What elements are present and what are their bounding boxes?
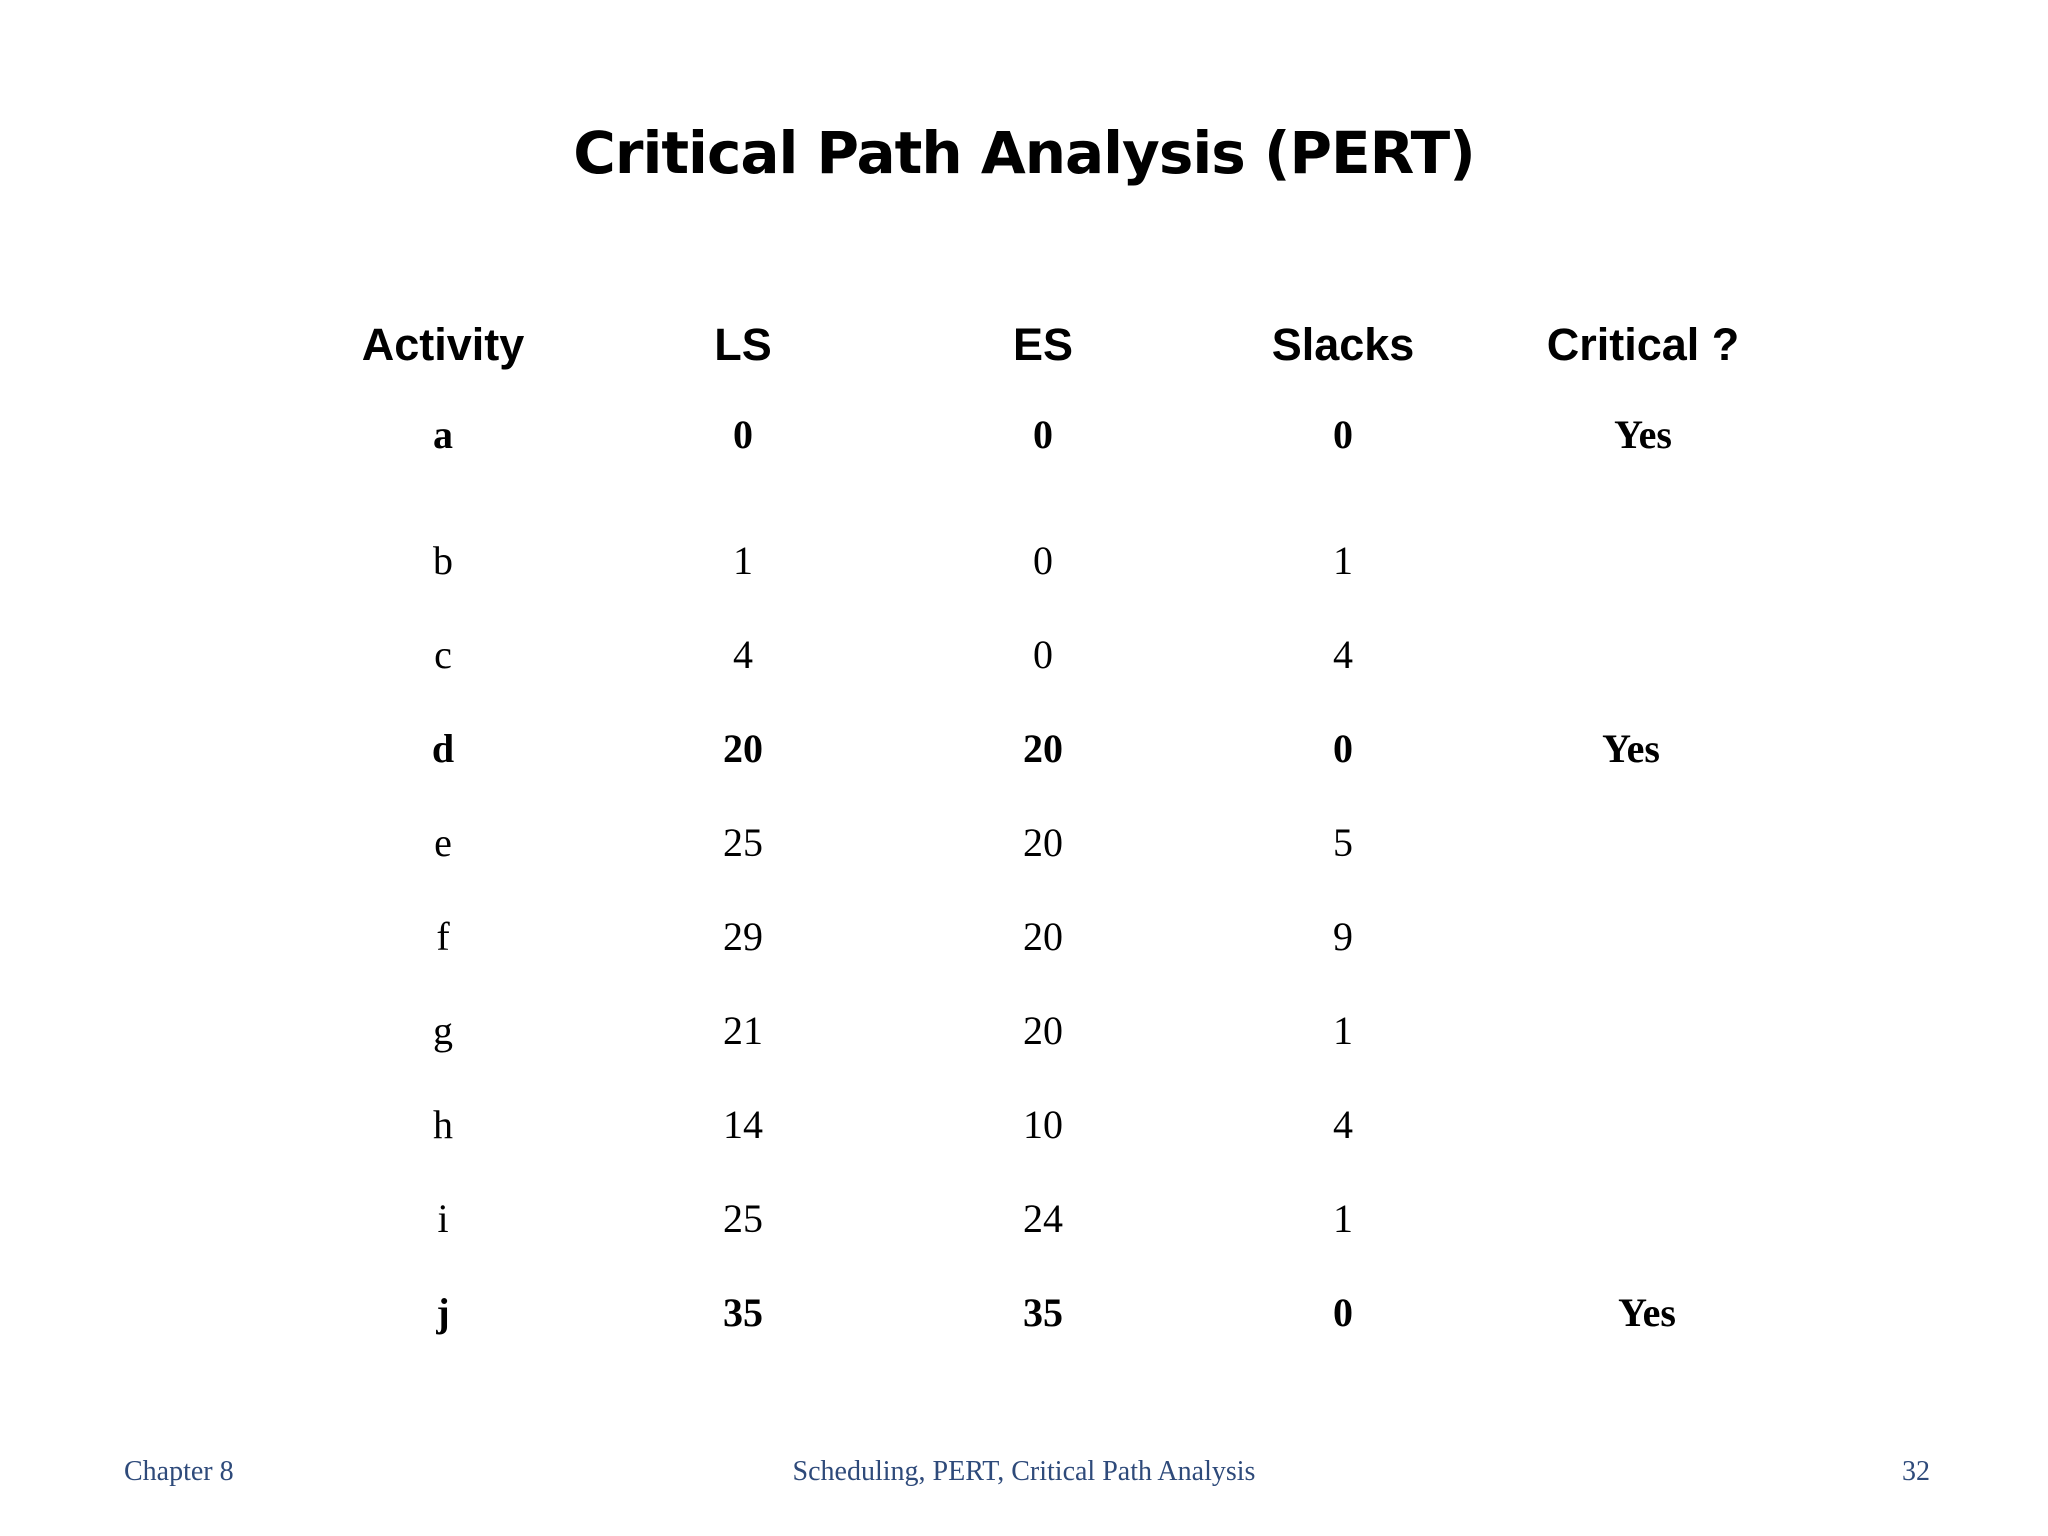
cell-slack: 9 xyxy=(1333,914,1353,959)
cell-critical: Yes xyxy=(1602,726,1660,771)
footer-title: Scheduling, PERT, Critical Path Analysis xyxy=(792,1456,1256,1487)
column-header-critical: Critical ? xyxy=(1546,319,1740,370)
cell-ls: 21 xyxy=(723,1008,763,1053)
cell-critical xyxy=(1493,536,1793,586)
cell-critical xyxy=(1493,1100,1793,1150)
cell-slack: 1 xyxy=(1333,1196,1353,1241)
cell-es: 20 xyxy=(1023,914,1063,959)
cell-activity: i xyxy=(437,1196,449,1241)
cell-slack: 1 xyxy=(1333,538,1353,583)
cell-activity: g xyxy=(433,1008,453,1053)
cell-critical xyxy=(1493,912,1793,962)
cell-ls: 29 xyxy=(723,914,763,959)
cell-slack: 5 xyxy=(1333,820,1353,865)
cell-ls: 25 xyxy=(723,820,763,865)
cell-ls: 0 xyxy=(733,412,753,457)
cell-activity: a xyxy=(433,412,453,457)
cell-slack: 1 xyxy=(1333,1008,1353,1053)
cell-slack: 4 xyxy=(1333,1102,1353,1147)
cell-ls: 35 xyxy=(723,1290,763,1335)
cell-es: 20 xyxy=(1023,1008,1063,1053)
cell-es: 24 xyxy=(1023,1196,1063,1241)
cell-ls: 14 xyxy=(723,1102,763,1147)
footer-chapter: Chapter 8 xyxy=(124,1456,234,1487)
cell-es: 0 xyxy=(1033,632,1053,677)
cell-activity: d xyxy=(431,726,455,771)
slide-title: Critical Path Analysis (PERT) xyxy=(573,119,1475,187)
column-header-es: ES xyxy=(1012,319,1074,370)
cell-es: 0 xyxy=(1033,412,1053,457)
column-header-ls: LS xyxy=(714,319,772,370)
cell-critical xyxy=(1493,818,1793,868)
cell-ls: 20 xyxy=(723,726,763,771)
cell-critical: Yes xyxy=(1614,412,1672,457)
cell-ls: 25 xyxy=(723,1196,763,1241)
cell-es: 35 xyxy=(1023,1290,1063,1335)
cell-activity: h xyxy=(433,1102,453,1147)
cell-es: 10 xyxy=(1023,1102,1063,1147)
cell-slack: 0 xyxy=(1333,412,1353,457)
footer-page-number: 32 xyxy=(1902,1456,1930,1487)
cell-activity: j xyxy=(436,1290,450,1335)
cell-slack: 0 xyxy=(1333,1290,1353,1335)
cell-critical: Yes xyxy=(1618,1290,1676,1335)
cell-critical xyxy=(1493,630,1793,680)
cell-activity: f xyxy=(436,914,450,959)
cell-activity: c xyxy=(434,632,452,677)
cell-critical xyxy=(1493,1194,1793,1244)
cell-slack: 0 xyxy=(1333,726,1353,771)
column-header-slacks: Slacks xyxy=(1271,319,1415,370)
cell-es: 0 xyxy=(1033,538,1053,583)
cell-activity: e xyxy=(434,820,452,865)
cell-critical xyxy=(1493,1006,1793,1056)
cell-es: 20 xyxy=(1023,820,1063,865)
cell-ls: 4 xyxy=(733,632,753,677)
cell-slack: 4 xyxy=(1333,632,1353,677)
cell-ls: 1 xyxy=(733,538,753,583)
column-header-activity: Activity xyxy=(361,319,525,370)
cell-es: 20 xyxy=(1023,726,1063,771)
cell-activity: b xyxy=(433,538,453,583)
